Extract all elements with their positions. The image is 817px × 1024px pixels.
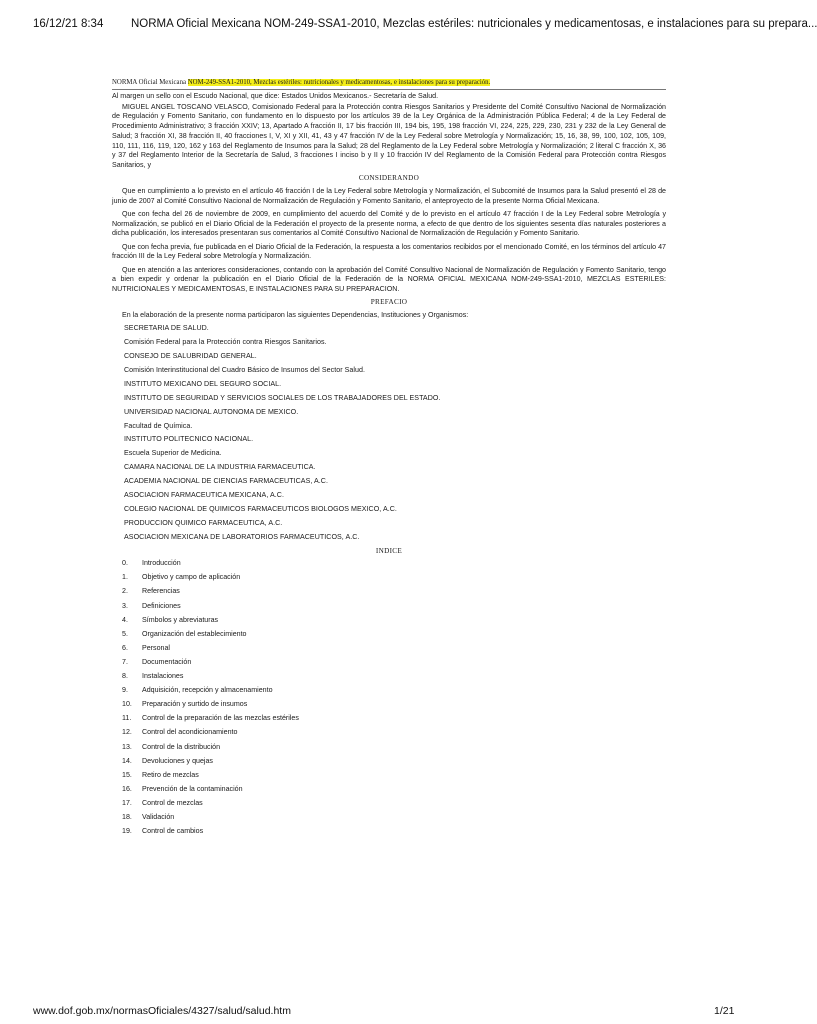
breadcrumb-prefix: NORMA Oficial Mexicana	[112, 79, 188, 86]
index-number: 8.	[122, 672, 128, 681]
index-item	[112, 813, 666, 823]
intro-line: Al margen un sello con el Escudo Nacional, que dice: Estados Unidos Mexicanos.- Secretaría de Salud.	[112, 92, 439, 100]
print-footer	[0, 1005, 768, 1024]
index-item	[112, 700, 666, 710]
index-title: Introducción	[142, 559, 181, 568]
index-title: Organización del establecimiento	[142, 629, 247, 638]
participant-entity: COLEGIO NACIONAL DE QUIMICOS FARMACEUTICOS BIOLOGOS MEXICO, A.C.	[124, 504, 397, 513]
index-title: Referencias	[142, 587, 180, 596]
index-item	[112, 743, 666, 753]
index-item	[112, 714, 666, 724]
index-item	[112, 827, 666, 837]
participant-entity: ASOCIACION FARMACEUTICA MEXICANA, A.C.	[124, 491, 284, 500]
index-title: Devoluciones y quejas	[142, 756, 213, 765]
participant-entity: INSTITUTO DE SEGURIDAD Y SERVICIOS SOCIALES DE LOS TRABAJADORES DEL ESTADO.	[124, 393, 441, 402]
index-item	[112, 630, 666, 640]
index-title: Definiciones	[142, 601, 181, 610]
index-title: Retiro de mezclas	[142, 770, 199, 779]
print-title: NORMA Oficial Mexicana NOM-249-SSA1-2010, Mezclas estériles: nutricionales y medicamentosas, e instalaciones para su prepara...	[131, 18, 817, 30]
index-number: 3.	[122, 601, 128, 610]
index-item	[112, 644, 666, 654]
index-title: Objetivo y campo de aplicación	[142, 573, 241, 582]
considerando-paragraph: Que en cumplimiento a lo previsto en el artículo 46 fracción I de la Ley Federal sobre Metrología y Normalización, el Subcomité de Insumos para la Salud presentó el 28 de junio de 2007 al Comité Consultivo Nacional de Normalización de Regulación y Fomento Sanitario, el anteproyecto de la presente Norma Oficial Mexicana.	[112, 186, 666, 205]
participant-entity: Escuela Superior de Medicina.	[124, 449, 222, 458]
index-number: 17.	[122, 798, 132, 807]
index-number: 2.	[122, 587, 128, 596]
index-number: 5.	[122, 629, 128, 638]
index-item	[112, 686, 666, 696]
participant-entity: CAMARA NACIONAL DE LA INDUSTRIA FARMACEUTICA.	[124, 463, 316, 472]
index-title: Prevención de la contaminación	[142, 784, 243, 793]
index-number: 6.	[122, 643, 128, 652]
index-item	[112, 728, 666, 738]
index-number: 4.	[122, 615, 128, 624]
index-item	[112, 799, 666, 809]
indice-heading: INDICE	[375, 546, 403, 555]
index-list	[112, 559, 666, 836]
entity-list	[112, 324, 666, 542]
index-title: Control del acondicionamiento	[142, 728, 238, 737]
index-number: 18.	[122, 812, 132, 821]
index-item	[112, 559, 666, 569]
breadcrumb-highlight: NOM-249-SSA1-2010, Mezclas estériles: nutricionales y medicamentosas, e instalaciones para su preparación.	[187, 79, 491, 86]
considerando-heading: CONSIDERANDO	[358, 174, 420, 183]
participant-entity: ASOCIACION MEXICANA DE LABORATORIOS FARMACEUTICOS, A.C.	[124, 532, 360, 541]
participant-entity: UNIVERSIDAD NACIONAL AUTONOMA DE MEXICO.	[124, 407, 299, 416]
index-number: 9.	[122, 686, 128, 695]
index-number: 15.	[122, 770, 132, 779]
participant-entity: Facultad de Química.	[124, 421, 193, 430]
page-number: 1/21	[714, 1005, 735, 1017]
index-item	[112, 587, 666, 597]
index-title: Control de la distribución	[142, 742, 221, 751]
page-url: www.dof.gob.mx/normasOficiales/4327/salud/salud.htm	[33, 1005, 291, 1017]
index-item	[112, 616, 666, 626]
index-item	[112, 757, 666, 767]
index-item	[112, 602, 666, 612]
participant-entity: SECRETARIA DE SALUD.	[124, 324, 209, 333]
document-page	[112, 78, 666, 841]
index-item	[112, 573, 666, 583]
index-title: Documentación	[142, 657, 192, 666]
participant-entity: INSTITUTO MEXICANO DEL SEGURO SOCIAL.	[124, 379, 282, 388]
header-divider	[112, 89, 666, 90]
index-number: 10.	[122, 700, 132, 709]
considerando-paragraph: Que con fecha del 26 de noviembre de 2009, en cumplimiento del acuerdo del Comité y de lo previsto en el artículo 47 fracción I de la Ley Federal sobre Metrología y Normalización, se publicó en el Diario Oficial de la Federación el proyecto de la presente norma, a efecto de que dentro de los siguientes sesenta días naturales posteriores a dicha publicación, los interesados presentaran sus comentarios al Comité Consultivo Nacional de Normalización de Regulación y Fomento Sanitario.	[112, 209, 666, 238]
index-item	[112, 771, 666, 781]
index-title: Símbolos y abreviaturas	[142, 615, 219, 624]
index-number: 16.	[122, 784, 132, 793]
preamble-paragraph: MIGUEL ANGEL TOSCANO VELASCO, Comisionado Federal para la Protección contra Riesgos Sanitarios y Presidente del Comité Consultivo Nacional de Normalización de Regulación y Fomento Sanitario, con fundamento en lo dispuesto por los artículos 39 de la Ley Orgánica de la Administración Pública Federal; 4 de la Ley Federal de Procedimiento Administrativo; 3 fracción XXIV; 13, Apartado A fracción II, 17 bis fracción III, 194 bis, 195, 198 fracción VI, 224, 225, 229, 230, 231 y 232 de la Ley General de Salud; 3 fracción XI, 38 fracción II, 40 fracciones I, V, XI y XII, 41, 43 y 47 fracción IV de la Ley Federal sobre Metrología y Normalización; 15, 16, 38, 99, 100, 102, 105, 109, 110, 111, 116, 119, 120, 162 y 163 del Reglamento de Insumos para la Salud; 28 del Reglamento de la Ley Federal sobre Metrología y Normalización; 2 literal C fracción X, 36 y 37 del Reglamento Interior de la Secretaría de Salud, 3 fracciones I inciso b y II y 10 fracción IV del Reglamento de la Comisión Federal para Protección contra Riesgos Sanitarios, y	[112, 102, 666, 169]
index-number: 11.	[122, 714, 132, 723]
index-number: 14.	[122, 756, 132, 765]
index-item	[112, 785, 666, 795]
considerando-paragraph: Que con fecha previa, fue publicada en el Diario Oficial de la Federación, la respuesta a los comentarios recibidos por el mencionado Comité, en los términos del artículo 47 fracción III de la Ley Federal sobre Metrología y Normalización.	[112, 242, 666, 261]
index-number: 12.	[122, 728, 132, 737]
index-number: 7.	[122, 657, 128, 666]
index-title: Control de mezclas	[142, 798, 203, 807]
participant-entity: ACADEMIA NACIONAL DE CIENCIAS FARMACEUTICAS, A.C.	[124, 477, 329, 486]
breadcrumb	[112, 78, 666, 87]
index-title: Control de cambios	[142, 827, 204, 836]
considerando-paragraph: Que en atención a las anteriores consideraciones, contando con la aprobación del Comité Consultivo Nacional de Normalización de Regulación y Fomento Sanitario, tengo a bien expedir y ordenar la publicación en el Diario Oficial de la Federación de la NORMA OFICIAL MEXICANA NOM-249-SSA1-2010, MEZCLAS ESTERILES: NUTRICIONALES Y MEDICAMENTOSAS, E INSTALACIONES PARA SU PREPARACION.	[112, 265, 666, 294]
index-number: 19.	[122, 827, 132, 836]
participant-entity: Comisión Federal para la Protección contra Riesgos Sanitarios.	[124, 338, 327, 347]
index-title: Preparación y surtido de insumos	[142, 700, 248, 709]
print-date: 16/12/21 8:34	[33, 18, 104, 30]
participant-entity: CONSEJO DE SALUBRIDAD GENERAL.	[124, 352, 257, 361]
participant-entity: PRODUCCION QUIMICO FARMACEUTICA, A.C.	[124, 518, 283, 527]
participant-entity: Comisión Interinstitucional del Cuadro Básico de Insumos del Sector Salud.	[124, 366, 366, 374]
prefacio-intro: En la elaboración de la presente norma participaron las siguientes Dependencias, Instituciones y Organismos:	[122, 311, 469, 320]
index-title: Control de la preparación de las mezclas estériles	[142, 714, 299, 723]
print-header	[0, 0, 817, 50]
prefacio-heading: PREFACIO	[370, 298, 408, 307]
index-title: Personal	[142, 643, 170, 652]
index-item	[112, 672, 666, 682]
index-title: Validación	[142, 812, 175, 821]
index-item	[112, 658, 666, 668]
index-number: 0.	[122, 559, 128, 568]
considerando-list	[112, 187, 666, 295]
index-title: Instalaciones	[142, 672, 184, 681]
participant-entity: INSTITUTO POLITECNICO NACIONAL.	[124, 435, 254, 444]
index-number: 1.	[122, 573, 128, 582]
index-number: 13.	[122, 742, 132, 751]
index-title: Adquisición, recepción y almacenamiento	[142, 686, 273, 695]
